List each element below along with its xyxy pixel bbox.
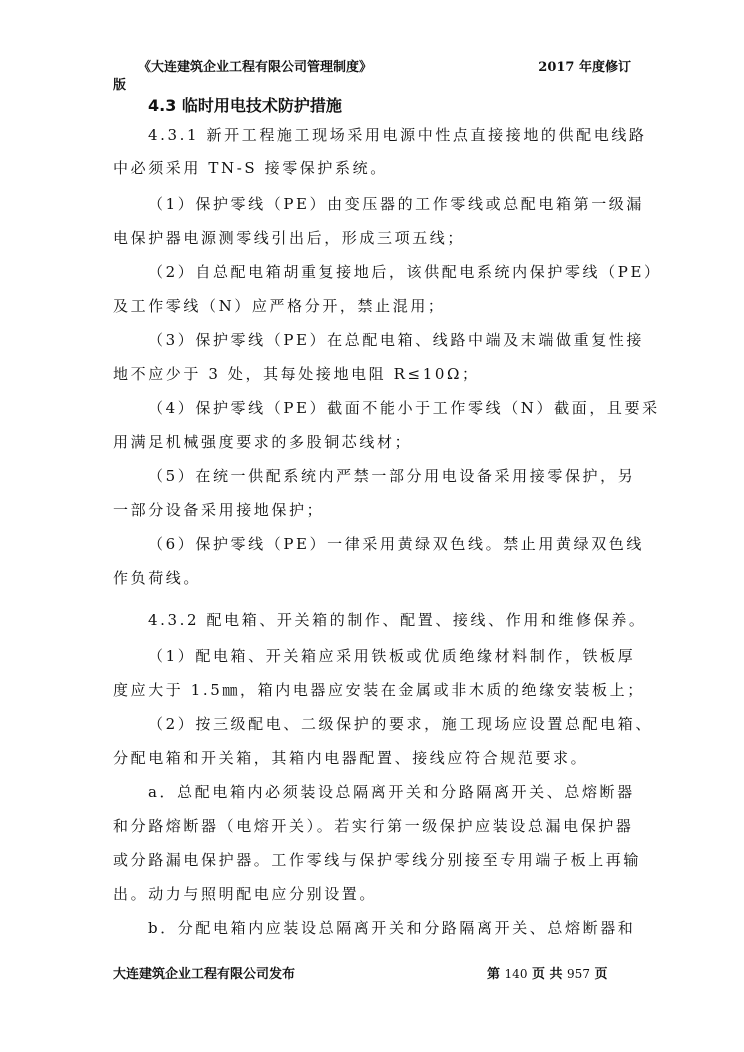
paragraph-line: （3）保护零线（PE）在总配电箱、线路中端及末端做重复性接 xyxy=(148,331,644,349)
paragraph-line: （6）保护零线（PE）一律采用黄绿双色线。禁止用黄绿双色线 xyxy=(148,535,644,553)
paragraph-line: 用满足机械强度要求的多股铜芯线材； xyxy=(113,433,413,451)
section-heading: 4.3 临时用电技术防护措施 xyxy=(148,96,342,115)
header-title: 《大连建筑企业工程有限公司管理制度》 xyxy=(138,60,373,75)
footer-page-number xyxy=(487,963,608,982)
paragraph-line: （1）配电箱、开关箱应采用铁板或优质绝缘材料制作，铁板厚 xyxy=(148,647,636,665)
paragraph-line: 作负荷线。 xyxy=(113,569,202,587)
header-revision-wrap: 版 xyxy=(113,78,127,93)
page-suffix: 页 xyxy=(594,967,608,982)
page-mid: 页 共 xyxy=(531,967,563,982)
paragraph-line: 出。动力与照明配电应分别设置。 xyxy=(113,885,378,903)
paragraph-line: （2）自总配电箱胡重复接地后，该供配电系统内保护零线（PE） xyxy=(148,263,662,281)
paragraph-line: （4）保护零线（PE）截面不能小于工作零线（N）截面，且要采 xyxy=(148,399,660,417)
paragraph-line: 中必须采用 TN-S 接零保护系统。 xyxy=(113,159,388,177)
paragraph-line: a．总配电箱内必须装设总隔离开关和分路隔离开关、总熔断器 xyxy=(148,783,635,801)
header-revision: 2017 年度修订 xyxy=(538,60,631,75)
paragraph-line: 度应大于 1.5㎜，箱内电器应安装在金属或非木质的绝缘安装板上； xyxy=(113,681,645,699)
page-total: 957 xyxy=(567,967,590,981)
paragraph-line: 分配电箱和开关箱，其箱内电器配置、接线应符合规范要求。 xyxy=(113,749,589,767)
paragraph-line: 及工作零线（N）应严格分开，禁止混用； xyxy=(113,297,446,315)
paragraph-line: （2）按三级配电、二级保护的要求，施工现场应设置总配电箱、 xyxy=(148,715,653,733)
paragraph-line: 或分路漏电保护器。工作零线与保护零线分别接至专用端子板上再输 xyxy=(113,851,642,869)
paragraph-line: （1）保护零线（PE）由变压器的工作零线或总配电箱第一级漏 xyxy=(148,195,644,213)
paragraph-line: 一部分设备采用接地保护； xyxy=(113,501,325,519)
paragraph-line: b．分配电箱内应装设总隔离开关和分路隔离开关、总熔断器和 xyxy=(148,919,636,937)
paragraph-line: 4.3.2 配电箱、开关箱的制作、配置、接线、作用和维修保养。 xyxy=(148,611,647,629)
page-current: 140 xyxy=(504,967,528,981)
paragraph-line: （5）在统一供配系统内严禁一部分用电设备采用接零保护，另 xyxy=(148,467,636,485)
paragraph-line: 和分路熔断器（电熔开关）。若实行第一级保护应装设总漏电保护器 xyxy=(113,817,634,835)
paragraph-line: 地不应少于 3 处，其每处接地电阻 R≤10Ω； xyxy=(113,365,480,383)
page-prefix: 第 xyxy=(487,967,501,982)
paragraph-line: 电保护器电源测零线引出后，形成三项五线； xyxy=(113,229,466,247)
footer-publisher: 大连建筑企业工程有限公司发布 xyxy=(113,967,296,982)
paragraph-line: 4.3.1 新开工程施工现场采用电源中性点直接接地的供配电线路 xyxy=(148,126,647,144)
